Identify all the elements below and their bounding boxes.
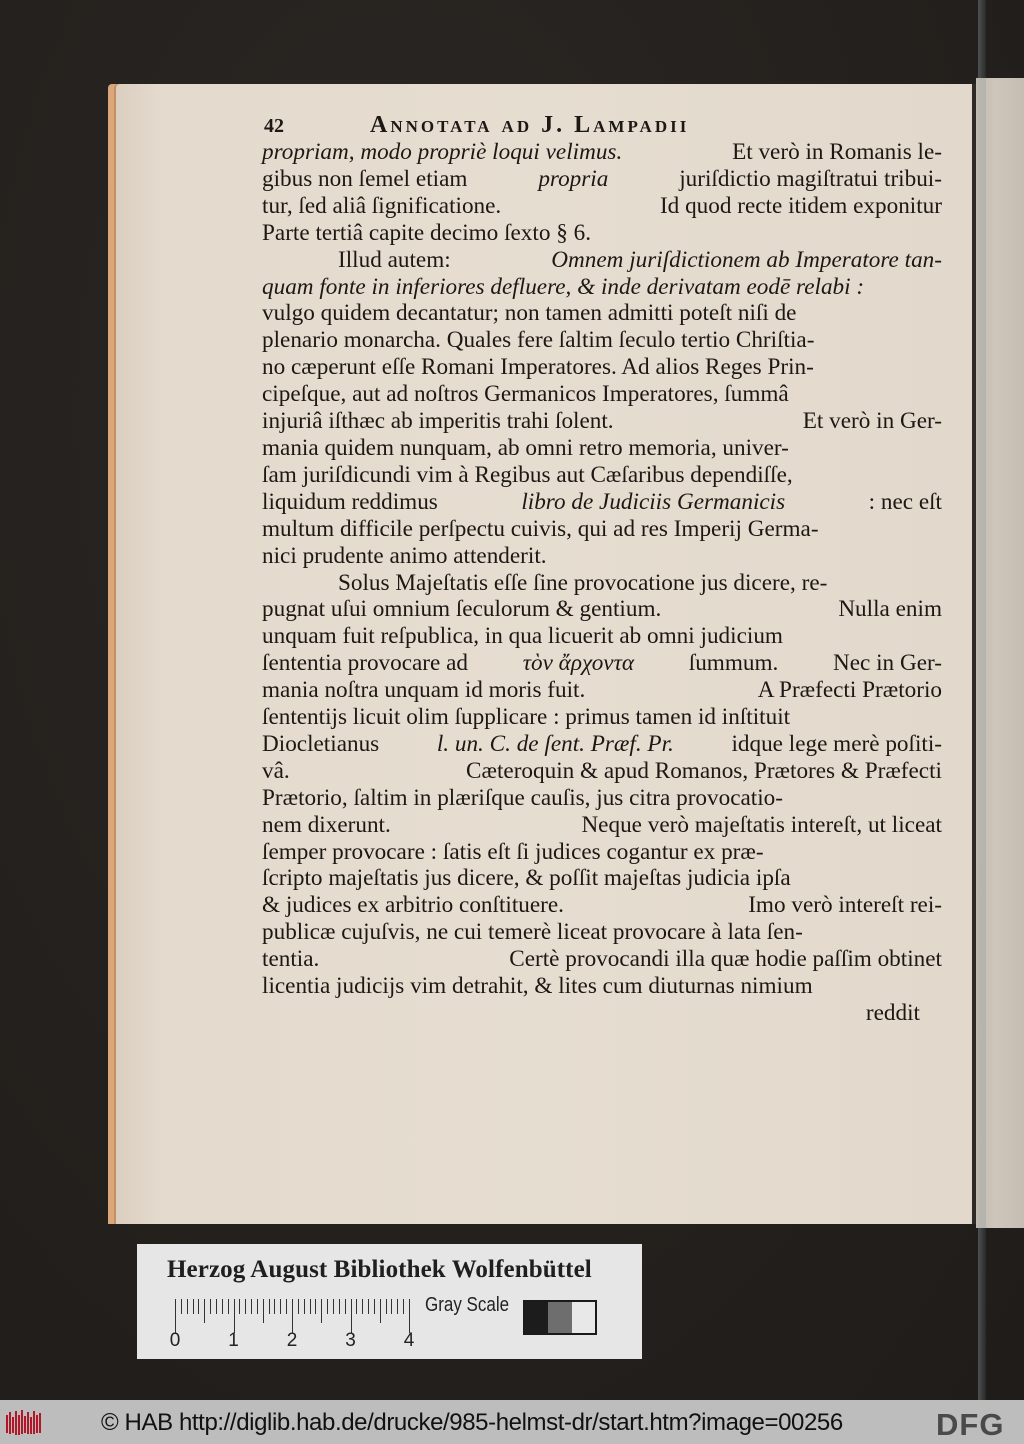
ruler-number: 1 — [228, 1330, 239, 1351]
running-head — [262, 112, 942, 139]
ruler-tick — [386, 1299, 387, 1314]
roman-text: injuriâ iſthæc ab imperitis trahi ſolent. — [262, 408, 614, 435]
text-segment — [262, 516, 819, 543]
gray-swatch — [548, 1302, 571, 1333]
text-line — [262, 973, 942, 1000]
page-number: 42 — [264, 115, 284, 137]
text-segment — [262, 704, 790, 731]
roman-text: Nec in Ger- — [832, 650, 942, 677]
italic-text: τὸν ἄρχοντα — [522, 650, 635, 677]
ruler-tick — [228, 1299, 229, 1314]
text-line — [262, 677, 942, 704]
italic-text: propria — [538, 165, 609, 192]
ruler-tick — [310, 1299, 311, 1314]
text-line — [262, 462, 942, 489]
roman-text: cipeſque, aut ad noſtros Germanicos Imperatores, ſummâ — [262, 381, 789, 408]
roman-text: : nec eſt — [868, 488, 942, 515]
roman-text: ſam juriſdicundi vim à Regibus aut Cæſaribus dependiſſe, — [262, 461, 793, 488]
italic-text: quam fonte in inferiores defluere, & inde derivatam eodē relabi : — [262, 273, 865, 300]
gray-scale-chart — [523, 1300, 597, 1335]
roman-text: nem dixerunt. — [262, 811, 391, 838]
roman-text: & judices ex arbitrio conſtituere. — [262, 892, 564, 919]
ruler-number: 4 — [403, 1330, 415, 1351]
ruler-tick — [274, 1299, 275, 1314]
text-segment — [262, 327, 814, 354]
roman-text: plenario monarcha. Quales fere ſaltim ſeculo tertio Chriſtia- — [262, 327, 815, 354]
text-line — [262, 785, 942, 812]
roman-text: tur, ſed aliâ ſignificatione. — [262, 192, 502, 219]
roman-text: multum difficile perſpectu cuivis, qui ad res Imperij Germa- — [262, 515, 819, 542]
text-line — [262, 596, 942, 623]
ruler-tick — [269, 1299, 270, 1314]
ruler-tick — [356, 1299, 357, 1314]
ruler-tick — [181, 1299, 182, 1314]
ruler-tick — [391, 1299, 392, 1314]
text-line — [262, 570, 942, 597]
ruler-number: 0 — [169, 1330, 181, 1351]
text-line — [262, 435, 942, 462]
hab-logo-icon — [4, 1409, 46, 1437]
italic-text: l. un. C. de ſent. Præf. Pr. — [436, 730, 674, 757]
text-line — [262, 489, 942, 516]
running-head-title: Annotata ad J. Lampadii — [370, 112, 690, 138]
ruler-tick — [304, 1299, 305, 1314]
text-segment — [262, 354, 814, 381]
ruler-tick — [315, 1299, 316, 1314]
ruler-tick — [257, 1299, 258, 1314]
italic-text: propriam, modo propriè loqui velimus. — [262, 139, 623, 165]
roman-text: ſententijs licuit olim ſupplicare : primus tamen id inſtituit — [262, 704, 791, 731]
text-segment — [262, 300, 796, 327]
text-segment — [262, 435, 789, 462]
ruler-tick — [409, 1299, 410, 1333]
ruler-tick — [321, 1299, 322, 1323]
text-segment — [262, 919, 803, 946]
roman-text: publicæ cujuſvis, ne cui temerè liceat provocare à lata ſen- — [262, 919, 803, 946]
text-line — [262, 354, 942, 381]
roman-text: Id quod recte itidem exponitur — [659, 192, 942, 219]
text-line — [262, 650, 942, 677]
ruler-tick — [345, 1299, 346, 1314]
text-line — [262, 758, 942, 785]
text-line — [262, 274, 942, 301]
ruler-tick — [239, 1299, 240, 1314]
ruler-tick — [333, 1299, 334, 1314]
gray-swatch — [572, 1302, 595, 1333]
text-line — [262, 300, 942, 327]
ruler-tick — [210, 1299, 211, 1314]
text-line — [262, 919, 942, 946]
ruler-tick — [216, 1299, 217, 1314]
text-line — [262, 946, 942, 973]
roman-text: ſententia provocare ad — [262, 650, 469, 677]
text-segment — [262, 220, 591, 247]
ruler-tick — [327, 1299, 328, 1314]
library-name: Herzog August Bibliothek Wolfenbüttel — [167, 1256, 592, 1283]
ruler-tick — [292, 1299, 293, 1333]
gray-swatch — [525, 1302, 548, 1333]
roman-text: Et verò in Ger- — [802, 408, 942, 435]
roman-text: tentia. — [262, 946, 320, 973]
text-segment — [262, 381, 789, 408]
text-line — [262, 731, 942, 758]
roman-text: vulgo quidem decantatur; non tamen admitti poteſt niſi de — [262, 300, 797, 327]
roman-text: mania noſtra unquam id moris fuit. — [262, 677, 586, 704]
roman-text: Diocletianus — [262, 730, 380, 757]
text-line — [262, 892, 942, 919]
roman-text: juriſdictio magiſtratui tribui- — [679, 165, 942, 192]
ruler-tick — [362, 1299, 363, 1314]
catchword: reddit — [865, 1000, 920, 1026]
ruler-number: 2 — [286, 1330, 298, 1351]
ruler-tick — [204, 1299, 205, 1323]
ruler-tick — [251, 1299, 252, 1314]
text-segment — [262, 462, 793, 489]
text-line — [262, 865, 942, 892]
text-line — [262, 166, 942, 193]
roman-text: gibus non ſemel etiam — [262, 165, 468, 192]
text-line — [262, 839, 942, 866]
text-line — [262, 623, 942, 650]
roman-text: vâ. — [262, 757, 290, 784]
roman-text: A Præfecti Prætorio — [757, 677, 942, 704]
ruler-tick — [298, 1299, 299, 1314]
ruler-tick — [175, 1299, 176, 1333]
ruler-tick — [397, 1299, 398, 1314]
ruler-number: 3 — [345, 1330, 356, 1351]
text-line — [262, 381, 942, 408]
ruler-tick — [198, 1299, 199, 1314]
measurement-ruler — [169, 1299, 415, 1359]
roman-text: pugnat uſui omnium ſeculorum & gentium. — [262, 596, 662, 623]
roman-text: Nulla enim — [838, 596, 942, 623]
text-line — [262, 812, 942, 839]
facing-page-show-through — [1008, 620, 1024, 970]
footer-bar — [0, 1400, 1024, 1444]
library-label-card — [137, 1244, 642, 1359]
roman-text: nici prudente animo attenderit. — [262, 542, 547, 569]
text-line — [262, 704, 942, 731]
roman-text: Neque verò majeſtatis intereſt, ut liceat — [581, 811, 942, 838]
text-segment — [262, 274, 864, 301]
ruler-tick — [187, 1299, 188, 1314]
ruler-tick — [234, 1299, 235, 1333]
dfg-logo: DFG — [936, 1407, 1005, 1442]
catchword-line — [262, 1000, 942, 1027]
ruler-tick — [368, 1299, 369, 1314]
copyright-url-link[interactable]: © HAB http://diglib.hab.de/drucke/985-helmst-dr/start.htm?image=00256 — [101, 1409, 843, 1436]
ruler-tick — [403, 1299, 404, 1314]
roman-text: Parte tertiâ capite decimo ſexto § 6. — [262, 219, 592, 246]
roman-text: Solus Majeſtatis eſſe ſine provocatione jus dicere, re- — [338, 569, 828, 596]
text-segment — [262, 543, 547, 570]
glass-plate-edge — [978, 0, 986, 1400]
page-gutter — [972, 84, 976, 1224]
ruler-tick — [263, 1299, 264, 1323]
roman-text: Certè provocandi illa quæ hodie paſſim obtinet — [509, 946, 942, 973]
roman-text: Cæteroquin & apud Romanos, Prætores & Præfecti — [466, 757, 942, 784]
text-line — [262, 408, 942, 435]
roman-text: ſcripto majeſtatis jus dicere, & poſſit majeſtas judicia ipſa — [262, 865, 791, 892]
text-line — [262, 220, 942, 247]
text-line — [262, 139, 942, 166]
body-text — [262, 139, 942, 1000]
ruler-tick — [222, 1299, 223, 1314]
ruler-tick — [193, 1299, 194, 1314]
roman-text: ſummum. — [688, 650, 779, 677]
roman-text: liquidum reddimus — [262, 488, 438, 515]
ruler-tick — [280, 1299, 281, 1314]
text-segment — [262, 785, 783, 812]
text-segment — [262, 865, 791, 892]
page-text — [262, 112, 942, 1027]
roman-text: licentia judicijs vim detrahit, & lites cum diuturnas nimium — [262, 973, 813, 1000]
text-segment — [262, 623, 783, 650]
text-line — [262, 327, 942, 354]
ruler-tick — [245, 1299, 246, 1314]
roman-text: ſemper provocare : ſatis eſt ſi judices cogantur ex præ- — [262, 838, 764, 865]
roman-text: Prætorio, ſaltim in plæriſque cauſis, jus citra provocatio- — [262, 784, 783, 811]
roman-text: no cæperunt eſſe Romani Imperatores. Ad alios Reges Prin- — [262, 354, 814, 381]
ruler-tick — [351, 1299, 352, 1333]
roman-text: idque lege merè poſiti- — [731, 730, 942, 757]
ruler-tick — [374, 1299, 375, 1314]
ruler-tick — [380, 1299, 381, 1323]
italic-text: Omnem juriſdictionem ab Imperatore tan- — [551, 246, 942, 273]
gray-scale-label: Gray Scale — [425, 1294, 510, 1316]
text-line — [262, 543, 942, 570]
roman-text: Imo verò intereſt rei- — [748, 892, 942, 919]
text-segment — [338, 570, 827, 597]
roman-text: Et verò in Romanis le- — [732, 139, 942, 165]
text-segment — [262, 973, 813, 1000]
roman-text: mania quidem nunquam, ab omni retro memoria, univer- — [262, 434, 789, 461]
italic-text: libro de Judiciis Germanicis — [521, 488, 786, 515]
ruler-tick — [286, 1299, 287, 1314]
text-line — [262, 516, 942, 543]
ruler-tick — [339, 1299, 340, 1314]
text-segment — [262, 839, 764, 866]
text-line — [262, 247, 942, 274]
roman-text: unquam fuit reſpublica, in qua licuerit ab omni judicium — [262, 623, 783, 650]
roman-text: Illud autem: — [338, 246, 451, 273]
text-line — [262, 193, 942, 220]
